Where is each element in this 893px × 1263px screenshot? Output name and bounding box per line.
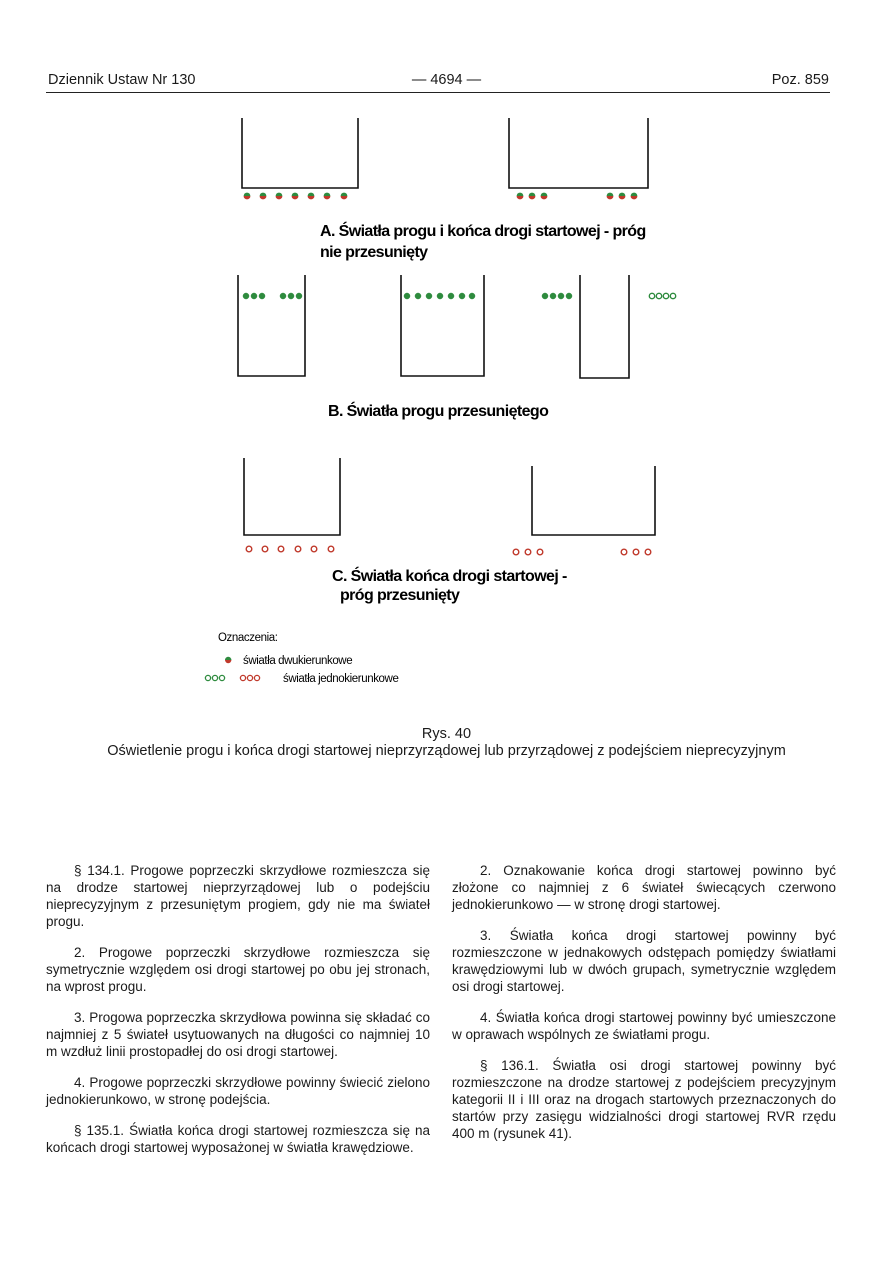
legend-unidirectional-label: światła jednokierunkowe xyxy=(283,673,399,685)
header-journal-title: Dziennik Ustaw Nr 130 xyxy=(48,72,196,88)
green-light xyxy=(459,293,465,299)
green-light xyxy=(448,293,454,299)
red-light xyxy=(311,546,317,552)
bidirectional-light xyxy=(341,193,348,200)
figure-number: Rys. 40 xyxy=(421,726,472,742)
green-light xyxy=(437,293,443,299)
green-light xyxy=(259,293,265,299)
runway-b-1 xyxy=(238,275,305,376)
red-unidirectional-lights xyxy=(246,546,651,555)
bidirectional-lights xyxy=(244,193,638,200)
paragraph: 4. Światła końca drogi startowej powinny być umieszczone w oprawach wspólnych ze światłami progu. xyxy=(452,1010,836,1042)
green-light xyxy=(280,293,286,299)
bidirectional-light xyxy=(260,193,267,200)
section-c-title-line1: C. Światła końca drogi startowej - xyxy=(332,568,567,585)
bidirectional-light xyxy=(517,193,524,200)
red-light xyxy=(278,546,284,552)
paragraph: 2. Progowe poprzeczki skrzydłowe rozmieszcza się symetrycznie względem osi drogi startowej po obu jej stronach, na wprost progu. xyxy=(46,945,430,994)
green-light xyxy=(542,293,548,299)
red-light xyxy=(295,546,301,552)
green-unidirectional-lights xyxy=(243,293,676,299)
green-light xyxy=(469,293,475,299)
red-light xyxy=(645,549,651,555)
section-c-title-line2: próg przesunięty xyxy=(340,587,460,604)
red-light xyxy=(328,546,334,552)
figure-caption: Oświetlenie progu i końca drogi startowej nieprzyrządowej lub przyrządowej z podejściem nieprecyzyjnym xyxy=(107,743,786,759)
legend-green-icon xyxy=(205,675,224,680)
header-page-number: — 4694 — xyxy=(411,72,482,88)
header-position: Poz. 859 xyxy=(771,72,829,88)
green-light xyxy=(243,293,249,299)
red-light xyxy=(525,549,531,555)
text-column-left xyxy=(46,862,430,1170)
runway-b-2 xyxy=(401,275,484,376)
runway-a-left xyxy=(242,118,358,188)
section-b-title: B. Światła progu przesuniętego xyxy=(328,403,549,420)
section-a-title-line1: A. Światła progu i końca drogi startowej - próg xyxy=(320,223,646,240)
green-light xyxy=(566,293,572,299)
bidirectional-light xyxy=(529,193,536,200)
bidirectional-light xyxy=(324,193,331,200)
green-light xyxy=(296,293,302,299)
green-light xyxy=(426,293,432,299)
runway-c-right xyxy=(532,466,655,535)
red-light xyxy=(621,549,627,555)
green-light xyxy=(404,293,410,299)
red-light xyxy=(262,546,268,552)
legend-red-icon xyxy=(240,675,259,680)
runway-b-3 xyxy=(580,275,629,378)
red-light xyxy=(633,549,639,555)
green-light xyxy=(550,293,556,299)
green-light xyxy=(288,293,294,299)
runway-a-right xyxy=(509,118,648,188)
red-light xyxy=(513,549,519,555)
paragraph: 2. Oznakowanie końca drogi startowej powinno być złożone co najmniej z 6 świateł świecących czerwono jednokierunkowo — w stronę drogi startowej. xyxy=(452,863,836,912)
paragraph: § 135.1. Światła końca drogi startowej rozmieszcza się na końcach drogi startowej wyposażonej w światła krawędziowe. xyxy=(46,1123,430,1155)
bidirectional-light xyxy=(541,193,548,200)
bidirectional-light xyxy=(607,193,614,200)
legend-title: Oznaczenia: xyxy=(218,632,278,644)
green-light xyxy=(558,293,564,299)
paragraph: 3. Progowa poprzeczka skrzydłowa powinna się składać co najmniej z 5 świateł usytuowanych na długości co najmniej 10 m wzdłuż linii prostopadłej do osi drogi startowej. xyxy=(46,1010,430,1059)
bidirectional-light xyxy=(244,193,251,200)
green-light-outline xyxy=(656,293,661,298)
bidirectional-light xyxy=(292,193,299,200)
bidirectional-light xyxy=(276,193,283,200)
paragraph: 4. Progowe poprzeczki skrzydłowe powinny świecić zielono jednokierunkowo, w stronę podejścia. xyxy=(46,1075,430,1107)
green-light-outline xyxy=(663,293,668,298)
legend-bidirectional-label: światła dwukierunkowe xyxy=(243,655,353,667)
red-light xyxy=(246,546,252,552)
runway-c-left xyxy=(244,458,340,535)
red-light xyxy=(537,549,543,555)
section-a-title-line2: nie przesunięty xyxy=(320,244,428,261)
bidirectional-light xyxy=(308,193,315,200)
paragraph: 3. Światła końca drogi startowej powinny być rozmieszczone w jednakowych odstępach pomiędzy światłami krawędziowymi lub w dwóch grupach, symetrycznie względem osi drogi startowej. xyxy=(452,928,836,994)
green-light-outline xyxy=(670,293,675,298)
green-light xyxy=(415,293,421,299)
paragraph: § 134.1. Progowe poprzeczki skrzydłowe rozmieszcza się na drodze startowej nieprzyrządowej lub o podejściu nieprecyzyjnym z przesuniętym progiem, gdy nie ma świateł progu. xyxy=(46,863,430,929)
green-light xyxy=(251,293,257,299)
green-light-outline xyxy=(649,293,654,298)
paragraph: § 136.1. Światła osi drogi startowej powinny być rozmieszczone na drodze startowej z podejściem precyzyjnym kategorii II i III oraz na drogach startowych przeznaczonych do startów przy zasięgu widzialności drogi startowej RVR rzędu 400 m (rysunek 41). xyxy=(452,1058,836,1141)
bidirectional-light xyxy=(619,193,626,200)
text-column-right xyxy=(452,862,836,1156)
bidirectional-light xyxy=(631,193,638,200)
legend-bidirectional-icon xyxy=(225,657,231,663)
